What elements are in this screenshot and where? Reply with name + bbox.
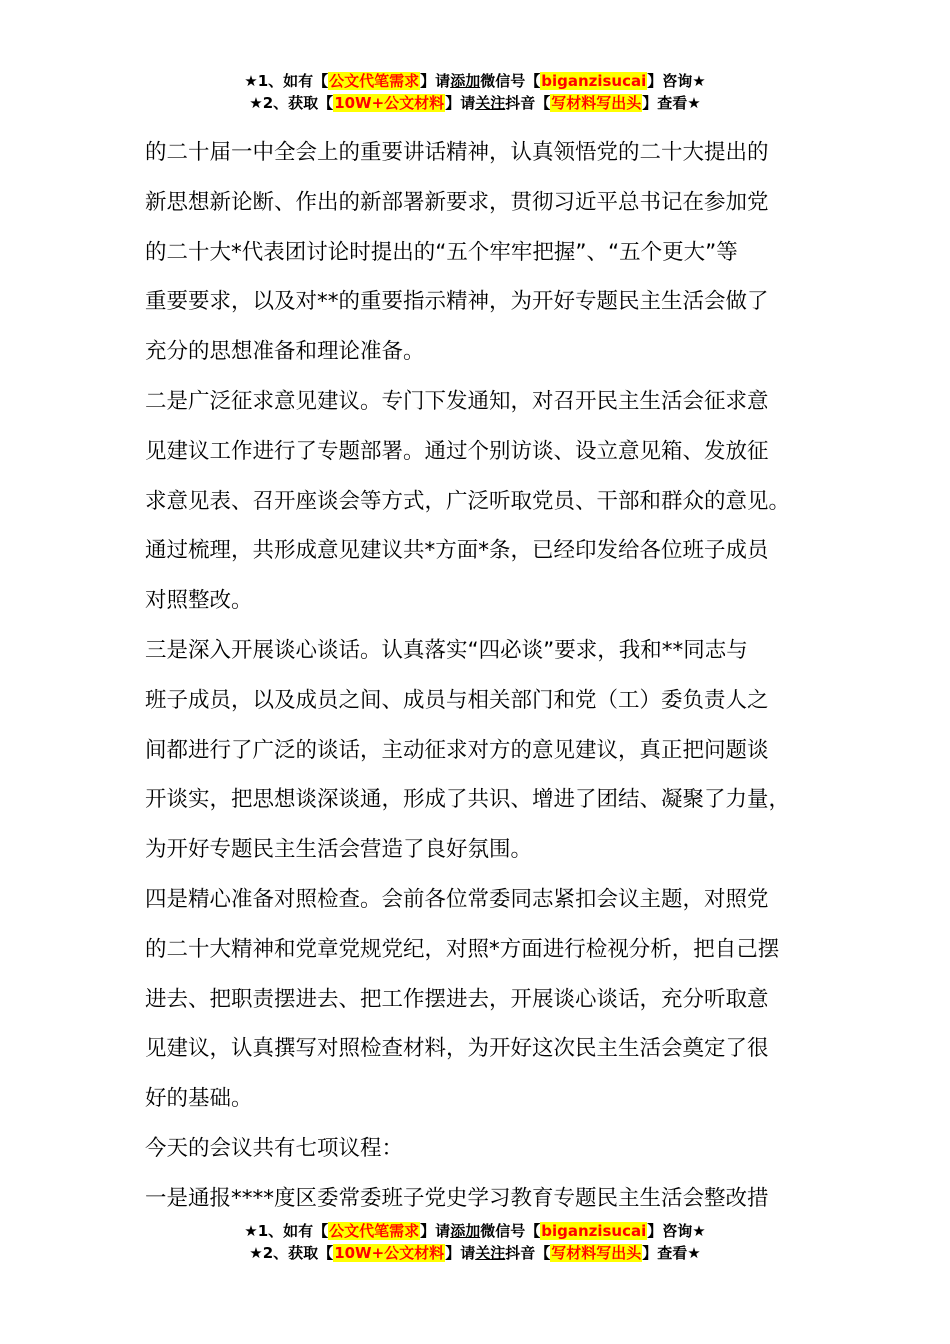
promo-text: 抖音【 xyxy=(505,1244,551,1262)
promo-highlight: 10W+公文材料 xyxy=(334,1244,445,1262)
text-line: 今天的会议共有七项议程： xyxy=(145,1135,404,1161)
promo-wechat-id: biganzisucai xyxy=(541,72,647,90)
text-line: 求意见表、召开座谈会等方式，广泛听取党员、干部和群众的意见。 xyxy=(145,488,791,514)
text-line: 的二十大精神和党章党规党纪，对照*方面进行检视分析，把自己摆 xyxy=(145,936,780,962)
promo-text: ★2、获取【 xyxy=(249,94,334,112)
text-line: 二是广泛征求意见建议。专门下发通知，对召开民主生活会征求意 xyxy=(145,388,769,414)
text-line: 好的基础。 xyxy=(145,1086,253,1112)
promo-line-2 xyxy=(0,1242,950,1264)
text-line: 班子成员，以及成员之间、成员与相关部门和党（工）委负责人之 xyxy=(145,687,769,713)
text-line: 开谈实，把思想谈深谈通，形成了共识、增进了团结、凝聚了力量， xyxy=(145,787,791,813)
promo-text: 】请 xyxy=(445,94,476,112)
promo-highlight: 公文代笔需求 xyxy=(329,1222,420,1240)
text-line: 四是精心准备对照检查。会前各位常委同志紧扣会议主题，对照党 xyxy=(145,886,769,912)
text-line: 通过梳理，共形成意见建议共*方面*条，已经印发给各位班子成员 xyxy=(145,538,769,564)
promo-text: 微信号【 xyxy=(480,1222,541,1240)
text-line: 对照整改。 xyxy=(145,588,253,614)
promo-text: ★1、如有【 xyxy=(244,1222,329,1240)
promo-highlight: 公文代笔需求 xyxy=(329,72,420,90)
promo-text: 】咨询★ xyxy=(647,72,706,90)
text-line: 见建议工作进行了专题部署。通过个别访谈、设立意见箱、发放征 xyxy=(145,438,769,464)
promo-underline: 关注 xyxy=(475,94,506,112)
promo-text: ★1、如有【 xyxy=(244,72,329,90)
promo-text: 】请 xyxy=(420,1222,451,1240)
promo-douyin-id: 写材料写出头 xyxy=(551,94,642,112)
promo-underline: 添加 xyxy=(450,72,481,90)
text-line: 进去、把职责摆进去、把工作摆进去，开展谈心谈话，充分听取意 xyxy=(145,986,769,1012)
promo-text: ★2、获取【 xyxy=(249,1244,334,1262)
text-line: 的二十届一中全会上的重要讲话精神，认真领悟党的二十大提出的 xyxy=(145,140,769,165)
promo-text: 】查看★ xyxy=(642,94,701,112)
text-line: 新思想新论断、作出的新部署新要求，贯彻习近平总书记在参加党 xyxy=(145,189,769,215)
text-line: 三是深入开展谈心谈话。认真落实“四必谈”要求，我和**同志与 xyxy=(145,637,748,663)
promo-wechat-id: biganzisucai xyxy=(541,1222,647,1240)
document-body xyxy=(145,128,845,1224)
header-promo-banner xyxy=(0,70,950,114)
promo-text: 抖音【 xyxy=(505,94,551,112)
footer-promo-banner xyxy=(0,1220,950,1264)
text-line: 的二十大*代表团讨论时提出的“五个牢牢把握”、“五个更大”等 xyxy=(145,239,738,265)
promo-douyin-id: 写材料写出头 xyxy=(551,1244,642,1262)
promo-text: 】查看★ xyxy=(642,1244,701,1262)
promo-underline: 添加 xyxy=(450,1222,481,1240)
text-line: 见建议，认真撰写对照检查材料，为开好这次民主生活会奠定了很 xyxy=(145,1036,769,1062)
promo-line-1 xyxy=(0,70,950,92)
text-line: 重要要求，以及对**的重要指示精神，为开好专题民主生活会做了 xyxy=(145,289,769,315)
text-line: 充分的思想准备和理论准备。 xyxy=(145,339,425,365)
text-line: 一是通报****度区委常委班子党史学习教育专题民主生活会整改措 xyxy=(145,1185,769,1211)
promo-text: 微信号【 xyxy=(480,72,541,90)
promo-text: 】请 xyxy=(445,1244,476,1262)
text-line: 为开好专题民主生活会营造了良好氛围。 xyxy=(145,837,533,863)
promo-highlight: 10W+公文材料 xyxy=(334,94,445,112)
promo-text: 】咨询★ xyxy=(647,1222,706,1240)
promo-line-1 xyxy=(0,1220,950,1242)
promo-line-2 xyxy=(0,92,950,114)
text-line: 间都进行了广泛的谈话，主动征求对方的意见建议，真正把问题谈 xyxy=(145,737,769,763)
promo-text: 】请 xyxy=(420,72,451,90)
promo-underline: 关注 xyxy=(475,1244,506,1262)
